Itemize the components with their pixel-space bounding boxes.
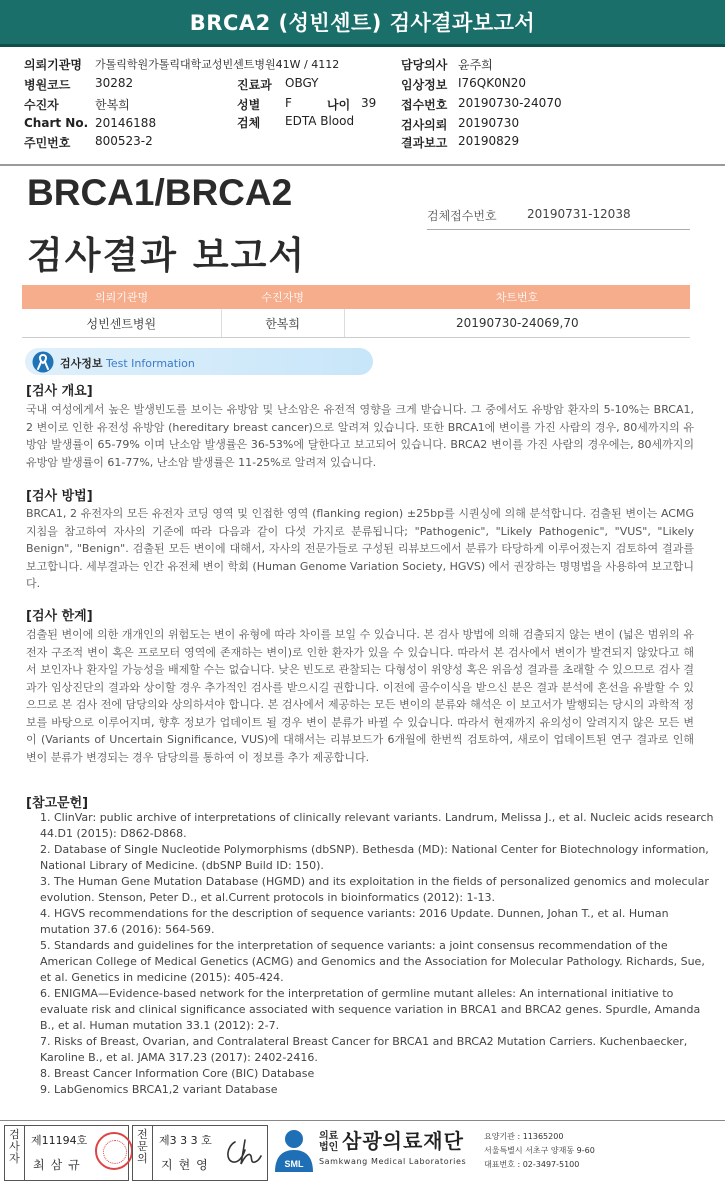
awareness-ribbon-icon	[32, 351, 54, 373]
test-information-title	[60, 355, 195, 371]
report-date-value: 20190829	[458, 134, 520, 148]
reference-item: 8. Breast Cancer Information Core (BIC) Database	[40, 1067, 315, 1080]
info-table-row	[22, 309, 690, 338]
info-header-patient: 수진자명	[221, 285, 344, 309]
org-code: 요양기관 : 11365200	[484, 1132, 564, 1141]
report-top-title: BRCA2 (성빈센트) 검사결과보고서	[0, 0, 725, 47]
request-value: 20190730	[458, 116, 520, 130]
receipt-value: 20190730-24070	[458, 96, 562, 110]
reference-item: 1. ClinVar: public archive of interpretations of clinically relevant variants. Landrum, Melissa J., et al. Nucleic acids research 44.D1 (2015): D862-D868.	[40, 811, 714, 840]
info-table	[22, 285, 690, 338]
specimen-label: 검체	[237, 116, 261, 130]
method-text: BRCA1, 2 유전자의 모든 유전자 코딩 영역 및 인접한 영역 (flanking region) ±25bp를 시퀀싱에 의해 분석합니다. 검출된 변이는 ACMG 지침을 참고하여 자사의 기준에 따라 다음과 같이 다섯 가지로 분류됩니다; "Pathogenic", "Likely Pathogenic", "VUS", "Likely Benign", "Benign". 검출된 모든 변이에 대해서, 자사의 전문가들로 구성된 리뷰보드에서 분류가 타당하게 이루어졌는지 검토하여 결과를 보고합니다. 세부결과는 인간 유전체 변이 학회 (Human Genome Variation Society, HGVS) 에서 권장하는 명명법을 사용하여 보고합니다.	[26, 507, 694, 590]
specialist-signature	[221, 1136, 263, 1170]
sex-label: 성별	[237, 98, 261, 112]
limits-heading: [검사 한계]	[26, 609, 93, 624]
tester-seal-stamp	[95, 1132, 133, 1170]
report-title-line1: BRCA1/BRCA2	[27, 172, 293, 213]
corp-name: 삼광의료재단	[342, 1129, 464, 1153]
specimen-value: EDTA Blood	[285, 114, 355, 128]
overview-heading: [검사 개요]	[26, 384, 93, 399]
reference-item: 3. The Human Gene Mutation Database (HGMD) and its exploitation in the fields of personalized genomics and molecular evolution. Stenson, Peter D., et al.Current protocols in bioinformatics (2012): 1-13.	[40, 875, 709, 904]
reference-item: 2. Database of Single Nucleotide Polymorphisms (dbSNP). Bethesda (MD): National Center for Biotechnology information, National Library of Medicine. (dbSNP Build ID: 150).	[40, 843, 709, 872]
info-value-patient: 한복희	[221, 309, 344, 338]
report-date-label: 결과보고	[401, 136, 448, 150]
dept-label: 진료과	[237, 78, 272, 92]
specimen-receipt-label: 검체접수번호	[427, 209, 497, 223]
reference-item: 4. HGVS recommendations for the description of sequence variants: 2016 Update. Dunnen, Johan T., et al. Human mutation 37.6 (2016): 564-569.	[40, 907, 669, 936]
rrn-value: 800523-2	[95, 134, 153, 148]
tester-license-no: 제11194호	[31, 1134, 88, 1147]
org-phone: 대표번호 : 02-3497-5100	[484, 1160, 580, 1169]
specimen-receipt-box	[427, 207, 690, 230]
sml-logo-icon	[272, 1128, 314, 1174]
test-information-banner	[25, 348, 373, 375]
corp-english-name: Samkwang Medical Laboratories	[319, 1157, 467, 1166]
clinical-value: I76QK0N20	[458, 76, 527, 90]
institution-value: 가톨릭학원가톨릭대학교성빈센트병원41W / 4112	[95, 58, 340, 71]
doctor-label: 담당의사	[401, 58, 448, 72]
reference-item: 5. Standards and guidelines for the interpretation of sequence variants: a joint consensus recommendation of the American College of Medical Genetics (ACMG) and Genomics and the Association for Molecular Pathology. Richards, Sue, et al. Genetics in medicine (2015): 405-424.	[40, 939, 705, 984]
age-value: 39	[361, 96, 377, 110]
institution-logo-area	[272, 1125, 722, 1185]
hospital-code-value: 30282	[95, 76, 134, 90]
dept-value: OBGY	[285, 76, 319, 90]
doctor-value: 윤주희	[458, 58, 493, 72]
chart-label: Chart No.	[24, 116, 89, 130]
sml-logo-text: SML	[284, 1159, 304, 1169]
header-divider	[0, 164, 725, 166]
receipt-label: 접수번호	[401, 98, 448, 112]
test-info-ko: 검사정보	[60, 357, 103, 370]
info-value-chart: 20190730-24069,70	[344, 309, 690, 338]
info-header-institution: 의뢰기관명	[22, 285, 221, 309]
limits-text: 검출된 변이에 의한 개개인의 위험도는 변이 유형에 따라 차이를 보일 수 있습니다. 본 검사 방법에 의해 검출되지 않는 변이 (넓은 범위의 유전자 구조적 변이 혹은 프로모터 영역에 존재하는 변이)로 인한 환자가 있을 수 있습니다. 따라서 본 검사에서 변이가 발견되지 않았다고 해서 보인자나 환자일 가능성을 배제할 수는 없습니다. 낮은 빈도로 관찰되는 다형성이 위양성 혹은 위음성 결과를 초래할 수 있으므로 검사 결과가 임상진단의 결과와 상이할 경우 추가적인 검사를 받으시길 권합니다. 이전에 골수이식을 받으신 분은 결과 분석에 혼선을 유발할 수 있으므로 본 검사 전에 담당의와 상의하셔야 합니다. 본 검사에서 제공하는 모든 변이의 분류와 해석은 이 보고서가 발행되는 당시의 과학적 정보를 바탕으로 이루어지며, 향후 정보가 업데이트 될 경우 변이 분류가 바뀔 수 있습니다. 따라서 현재까지 유의성이 알려지지 않은 모든 변이 (Variants of Uncertain Significance, VUS)에 대해서는 리뷰보드가 6개월에 한번씩 검토하여, 새로이 업데이트된 연구 결과로 인해 변이 분류가 변경되는 경우 담당의를 통하여 이 정보를 추가 제공합니다.	[26, 628, 694, 764]
references-heading: [참고문헌]	[26, 796, 89, 811]
specialist-signature-box	[132, 1125, 268, 1181]
reference-item: 7. Risks of Breast, Ovarian, and Contralateral Breast Cancer for BRCA1 and BRCA2 Mutation Carriers. Kuchenbaecker, Karoline B., et al. JAMA 317.23 (2017): 2402-2416.	[40, 1035, 688, 1064]
age-label: 나이	[327, 98, 351, 112]
tester-signature-box	[4, 1125, 129, 1181]
overview-text: 국내 여성에게서 높은 발생빈도를 보이는 유방암 및 난소암은 유전적 영향을 크게 받습니다. 그 중에서도 유방암 환자의 5-10%는 BRCA1, 2 변이로 인한 유전성 유방암 (hereditary breast cancer)으로 알려져 있습니다. 또한 BRCA1에 변이를 가진 사람의 경우, 80세까지의 유방암 발생률이 65-79% 이며 난소암 발생률은 36-53%에 달한다고 보고되어 있습니다. BRCA2 변이를 가진 사람의 경우에는, 80세까지의 유방암 발생률이 61-77%, 난소암 발생률은 11-25%로 알려져 있습니다.	[26, 403, 694, 469]
specialist-name: 지현영	[161, 1158, 214, 1172]
hospital-code-label: 병원코드	[24, 78, 71, 92]
sex-value: F	[285, 96, 292, 110]
info-value-institution: 성빈센트병원	[22, 309, 221, 338]
rrn-label: 주민번호	[24, 136, 71, 150]
specimen-receipt-value: 20190731-12038	[527, 207, 631, 221]
method-heading: [검사 방법]	[26, 489, 93, 504]
patient-header	[0, 50, 725, 165]
info-table-header	[22, 285, 690, 309]
tester-label: 검사자	[5, 1126, 25, 1180]
specialist-label: 전문의	[133, 1126, 153, 1180]
patient-name-value: 한복희	[95, 98, 130, 112]
reference-item: 9. LabGenomics BRCA1,2 variant Database	[40, 1083, 278, 1096]
institution-label: 의뢰기관명	[24, 58, 82, 72]
chart-value: 20146188	[95, 116, 157, 130]
request-label: 검사의뢰	[401, 118, 448, 132]
info-header-chart: 차트번호	[344, 285, 690, 309]
org-address: 서울특별시 서초구 양재동 9-60	[484, 1146, 595, 1155]
patient-name-label: 수진자	[24, 98, 59, 112]
references-list	[26, 810, 716, 1098]
reference-item: 6. ENIGMA—Evidence-based network for the interpretation of germline mutant alleles: An international initiative to evaluate risk and clinical significance associated with sequence variation in BRCA1 and BRCA2 genes. Spurdle, Amanda B., et al. Human mutation 33.1 (2012): 2-7.	[40, 987, 701, 1032]
report-title-line2: 검사결과 보고서	[27, 234, 307, 277]
test-info-en: Test Information	[106, 357, 195, 370]
tester-name: 최삼규	[33, 1158, 86, 1172]
specialist-license-no: 제3 3 3 호	[159, 1134, 212, 1147]
org-details	[484, 1130, 595, 1172]
corp-prefix: 의료법인	[319, 1131, 339, 1153]
clinical-label: 임상정보	[401, 78, 448, 92]
footer-divider	[0, 1120, 725, 1121]
